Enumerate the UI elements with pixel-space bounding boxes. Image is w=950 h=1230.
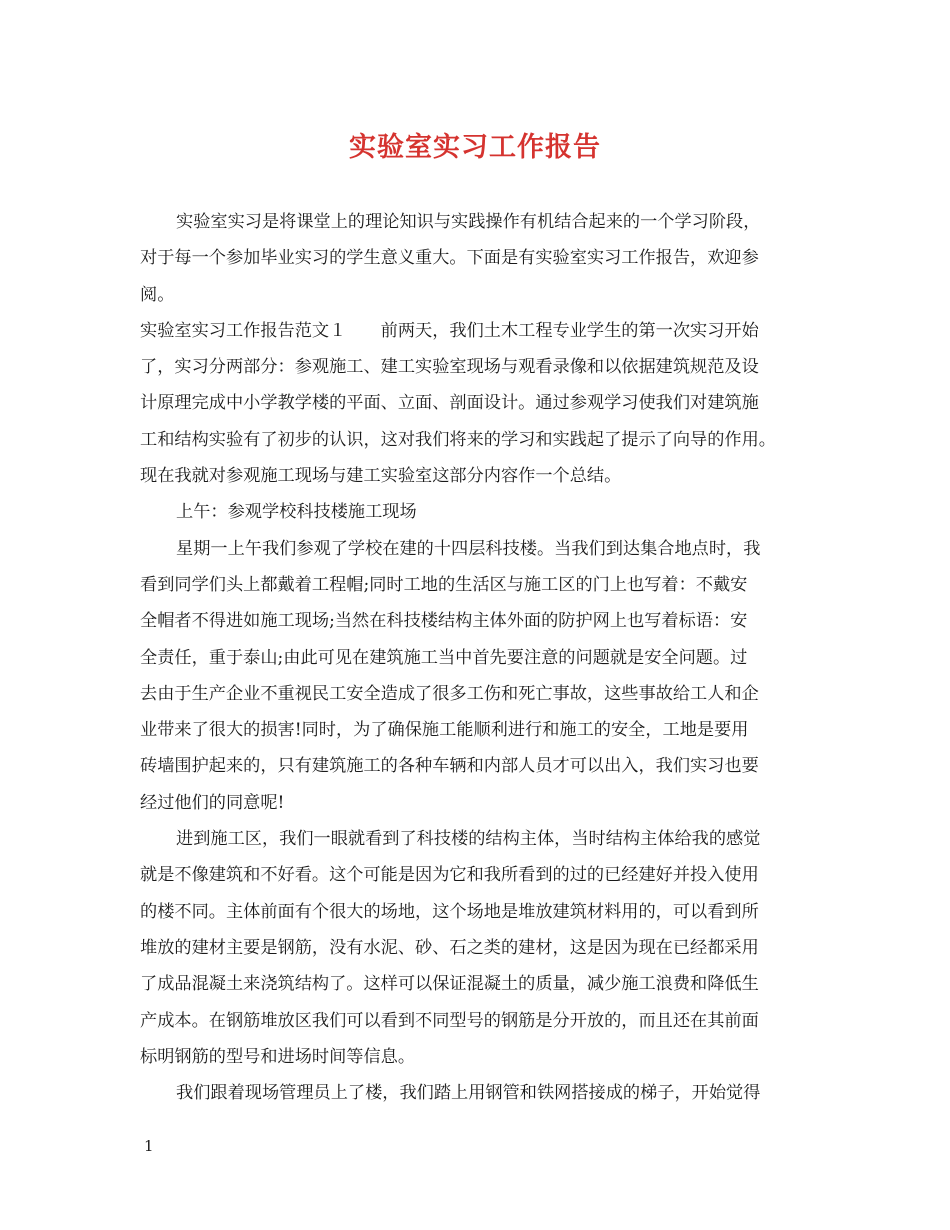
section-heading: 上午：参观学校科技楼施工现场 bbox=[176, 502, 417, 523]
paragraph-line: 计原理完成中小学教学楼的平面、立面、剖面设计。通过参观学习使我们对建筑施 bbox=[140, 393, 759, 414]
paragraph-line: 我们跟着现场管理员上了楼，我们踏上用钢管和铁网搭接成的梯子，开始觉得 bbox=[176, 1083, 761, 1104]
paragraph-line: 全帽者不得进如施工现场;当然在科技楼结构主体外面的防护网上也写着标语：安 bbox=[140, 611, 748, 632]
paragraph-line: 全责任，重于泰山;由此可见在建筑施工当中首先要注意的问题就是安全问题。过 bbox=[140, 647, 748, 668]
paragraph-line: 工和结构实验有了初步的认识，这对我们将来的学习和实践起了提示了向导的作用。 bbox=[140, 429, 776, 450]
paragraph-line: 阅。 bbox=[140, 284, 175, 305]
paragraph-line: 经过他们的同意呢! bbox=[140, 792, 285, 813]
document-body bbox=[140, 204, 812, 1111]
paragraph-line: 实验室实习是将课堂上的理论知识与实践操作有机结合起来的一个学习阶段， bbox=[176, 212, 761, 232]
paragraph-line: 砖墙围护起来的，只有建筑施工的各种车辆和内部人员才可以出入，我们实习也要 bbox=[140, 756, 759, 777]
paragraph-line: 看到同学们头上都戴着工程帽;同时工地的生活区与施工区的门上也写着：不戴安 bbox=[140, 574, 748, 595]
paragraph-line: 星期一上午我们参观了学校在建的十四层科技楼。当我们到达集合地点时，我 bbox=[176, 538, 761, 559]
paragraph-line: 标明钢筋的型号和进场时间等信息。 bbox=[140, 1046, 416, 1067]
paragraph-line: 对于每一个参加毕业实习的学生意义重大。下面是有实验室实习工作报告，欢迎参 bbox=[140, 248, 759, 269]
paragraph-line: 去由于生产企业不重视民工安全造成了很多工伤和死亡事故，这些事故给工人和企 bbox=[140, 683, 759, 704]
paragraph-line: 的楼不同。主体前面有个很大的场地，这个场地是堆放建筑材料用的，可以看到所 bbox=[140, 901, 759, 922]
document-title: 实验室实习工作报告 bbox=[349, 132, 601, 163]
paragraph-line: 实验室实习工作报告范文１ 前两天，我们土木工程专业学生的第一次实习开始 bbox=[140, 320, 759, 341]
page-number: 1 bbox=[144, 1137, 154, 1155]
paragraph-line: 业带来了很大的损害!同时，为了确保施工能顺利进行和施工的安全，工地是要用 bbox=[140, 720, 749, 741]
paragraph-line: 堆放的建材主要是钢筋，没有水泥、砂、石之类的建材，这是因为现在已经都采用 bbox=[140, 937, 759, 958]
paragraph-line: 进到施工区，我们一眼就看到了科技楼的结构主体，当时结构主体给我的感觉 bbox=[176, 829, 761, 850]
paragraph-line: 现在我就对参观施工现场与建工实验室这部分内容作一个总结。 bbox=[140, 466, 622, 487]
paragraph-line: 就是不像建筑和不好看。这个可能是因为它和我所看到的过的已经建好并投入使用 bbox=[140, 865, 759, 886]
paragraph-line: 了成品混凝土来浇筑结构了。这样可以保证混凝土的质量，减少施工浪费和降低生 bbox=[140, 974, 759, 995]
paragraph-line: 产成本。在钢筋堆放区我们可以看到不同型号的钢筋是分开放的，而且还在其前面 bbox=[140, 1010, 759, 1031]
paragraph-line: 了，实习分两部分：参观施工、建工实验室现场与观看录像和以依据建筑规范及设 bbox=[140, 357, 759, 378]
